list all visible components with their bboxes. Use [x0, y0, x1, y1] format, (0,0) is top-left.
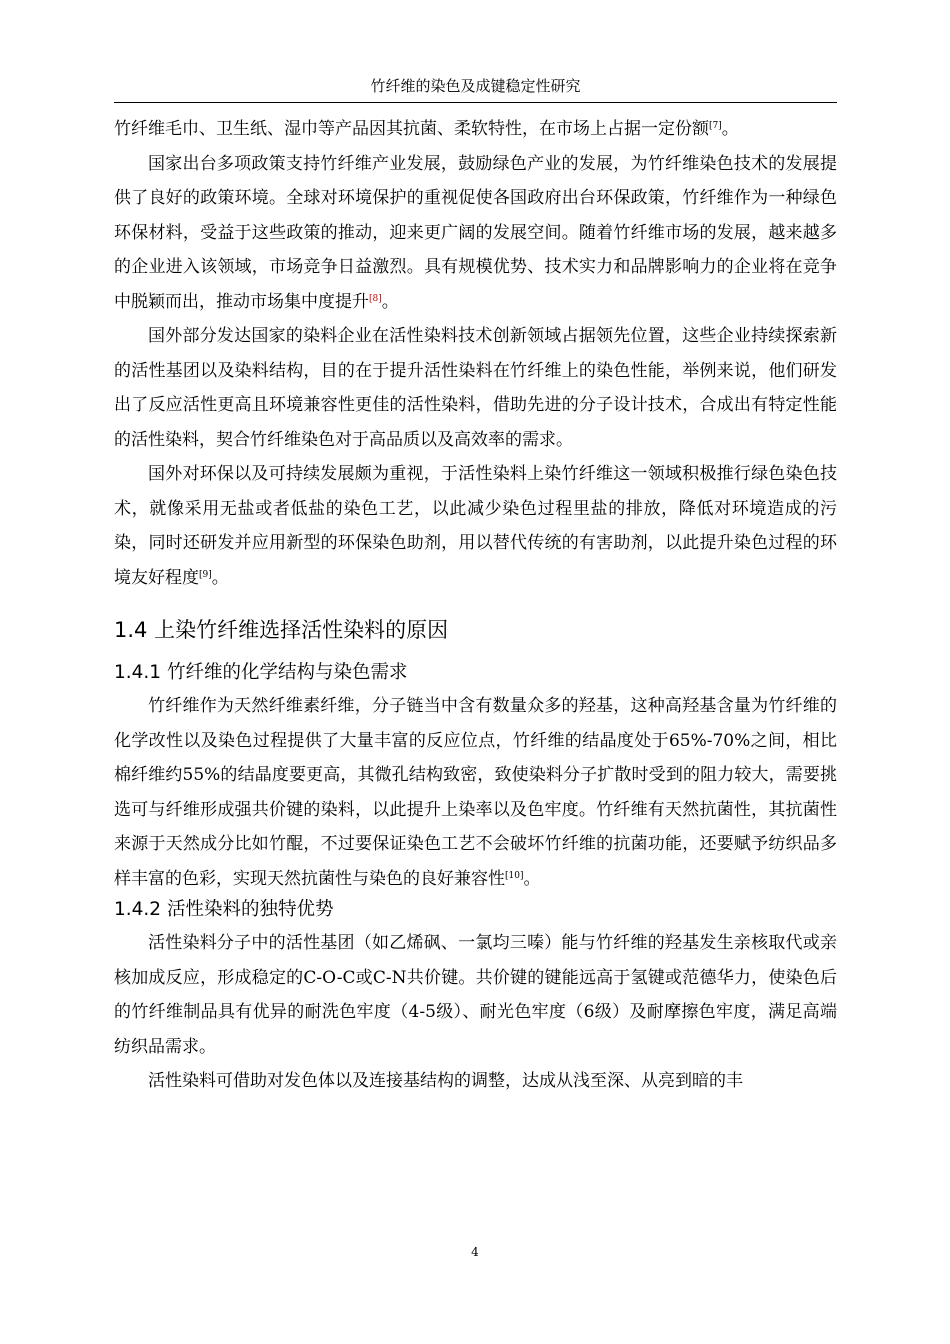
- section-heading-1-4: 1.4 上染竹纤维选择活性染料的原因: [114, 618, 449, 642]
- citation-9[interactable]: [9]: [199, 569, 212, 580]
- paragraph-1: [114, 112, 837, 147]
- citation-8[interactable]: [8]: [369, 293, 382, 304]
- paragraph-2: [114, 147, 837, 320]
- paragraph-end: 。: [523, 868, 541, 889]
- paragraph-text: 国外对环保以及可持续发展颇为重视，于活性染料上染竹纤维这一领域积极推行绿色染色技术，就像采用无盐或者低盐的染色工艺，以此减少染色过程里盐的排放，降低对环境造成的污染，同时还研发并应用新型的环保染色助剂，用以替代传统的有害助剂，以此提升染色过程的环境友好程度: [114, 464, 837, 588]
- header-rule: [114, 102, 837, 103]
- paragraph-3: 国外部分发达国家的染料企业在活性染料技术创新领域占据领先位置，这些企业持续探索新的活性基团以及染料结构，目的在于提升活性染料在竹纤维上的染色性能，举例来说，他们研发出了反应活性更高且环境兼容性更佳的活性染料，借助先进的分子设计技术，合成出有特定性能的活性染料，契合竹纤维染色对于高品质以及高效率的需求。: [114, 326, 837, 450]
- paragraph-text: 国家出台多项政策支持竹纤维产业发展，鼓励绿色产业的发展，为竹纤维染色技术的发展提供了良好的政策环境。全球对环境保护的重视促使各国政府出台环保政策，竹纤维作为一种绿色环保材料，受益于这些政策的推动，迎来更广阔的发展空间。随着竹纤维市场的发展，越来越多的企业进入该领域，市场竞争日益激烈。具有规模优势、技术实力和品牌影响力的企业将在竞争中脱颖而出，推动市场集中度提升: [114, 153, 837, 312]
- paragraph-4: [114, 457, 837, 595]
- page-number: 4: [471, 1245, 479, 1259]
- paragraph-7: 活性染料可借助对发色体以及连接基结构的调整，达成从浅至深、从亮到暗的丰: [148, 1071, 743, 1091]
- paragraph-5: [114, 689, 837, 896]
- paragraph-6: 活性染料分子中的活性基团（如乙烯砜、一氯均三嗪）能与竹纤维的羟基发生亲核取代或亲核加成反应，形成稳定的C-O-C或C-N共价键。共价键的键能远高于氢键或范德华力，使染色后的竹纤维制品具有优异的耐洗色牢度（4-5级）、耐光色牢度（6级）及耐摩擦色牢度，满足高端纺织品需求。: [114, 933, 837, 1057]
- citation-10[interactable]: [10]: [505, 870, 524, 881]
- subsection-heading-1-4-2: 1.4.2 活性染料的独特优势: [114, 899, 334, 920]
- paragraph-text: 竹纤维作为天然纤维素纤维，分子链当中含有数量众多的羟基，这种高羟基含量为竹纤维的化学改性以及染色过程提供了大量丰富的反应位点，竹纤维的结晶度处于65%-70%之间，相比棉纤维约55%的结晶度要更高，其微孔结构致密，致使染料分子扩散时受到的阻力较大，需要挑选可与纤维形成强共价键的染料，以此提升上染率以及色牢度。竹纤维有天然抗菌性，其抗菌性来源于天然成分比如竹醌，不过要保证染色工艺不会破坏竹纤维的抗菌功能，还要赋予纺织品多样丰富的色彩，实现天然抗菌性与染色的良好兼容性: [114, 696, 837, 889]
- paragraph-end: 。: [381, 291, 399, 312]
- paragraph-end: 。: [211, 567, 229, 588]
- page-body: [114, 112, 837, 1099]
- subsection-heading-1-4-1: 1.4.1 竹纤维的化学结构与染色需求: [114, 662, 408, 683]
- paragraph-text: 竹纤维毛巾、卫生纸、湿巾等产品因其抗菌、柔软特性，在市场上占据一定份额: [114, 119, 709, 139]
- paragraph-end: 。: [721, 119, 739, 139]
- citation-7[interactable]: [7]: [709, 121, 722, 131]
- running-header: 竹纤维的染色及成键稳定性研究: [370, 77, 581, 95]
